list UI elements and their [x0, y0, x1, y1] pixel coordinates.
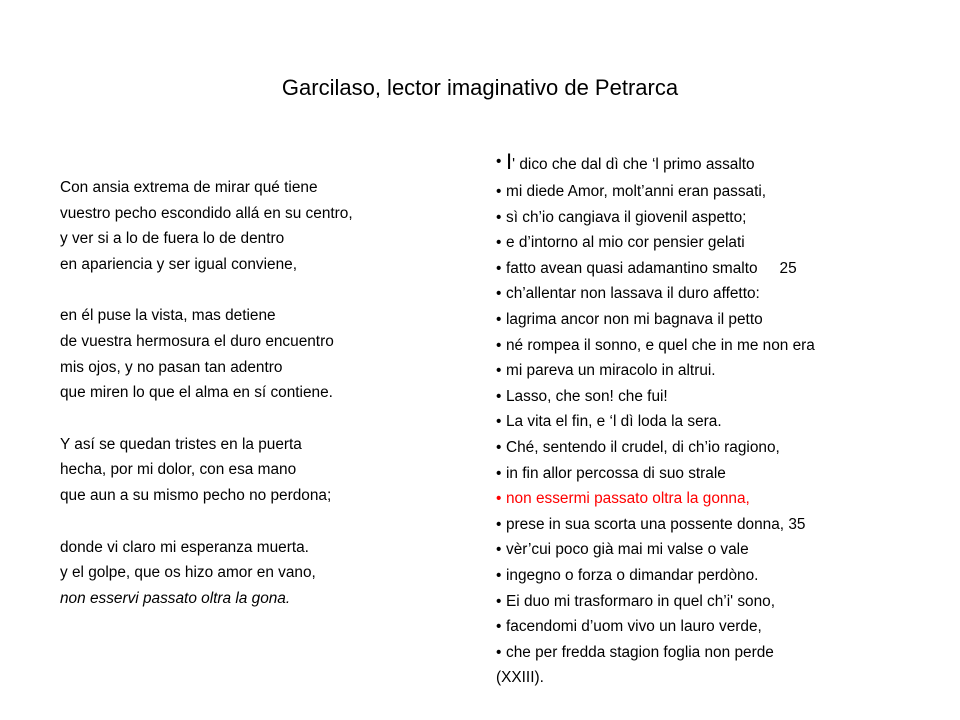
- poem-line: hecha, por mi dolor, con esa mano: [60, 461, 297, 479]
- line-text: Ché, sentendo il crudel, di ch’io ragiono,: [506, 438, 780, 456]
- poem-line: Y así se quedan tristes en la puerta: [60, 435, 302, 453]
- line-number: 25: [779, 259, 797, 277]
- bullet-icon: •: [496, 362, 502, 380]
- line-text: vèr’cui poco già mai mi valse o vale: [506, 541, 749, 559]
- petrarca-canzone: [496, 148, 936, 691]
- bullet-icon: •: [496, 490, 502, 508]
- poem-line: vuestro pecho escondido allá en su centro,: [60, 204, 353, 222]
- line-text: che per fredda stagion foglia non perde: [506, 643, 774, 661]
- line-text: Lasso, che son! che fui!: [506, 387, 668, 405]
- bullet-icon: •: [496, 618, 502, 636]
- italic-quote-line: non esservi passato oltra la gona.: [60, 589, 291, 607]
- line-text: fatto avean quasi adamantino smalto: [506, 259, 758, 277]
- bullet-line: [496, 333, 936, 359]
- stanza-1: [60, 175, 460, 277]
- line-text: in fin allor percossa di suo strale: [506, 464, 726, 482]
- bullet-icon: •: [496, 438, 502, 456]
- line-text: mi pareva un miracolo in altrui.: [506, 362, 716, 380]
- bullet-line: [496, 205, 936, 231]
- poem-line: en apariencia y ser igual conviene,: [60, 255, 297, 273]
- line-text: ' dico che dal dì che ‘l primo assalto: [512, 156, 755, 173]
- bullet-icon: •: [496, 464, 502, 482]
- bullet-line: [496, 281, 936, 307]
- bullet-line: [496, 256, 936, 282]
- line-text: sì ch’io cangiava il giovenil aspetto;: [506, 208, 747, 226]
- bullet-line: [496, 148, 936, 179]
- bullet-line: [496, 409, 936, 435]
- line-text: ingegno o forza o dimandar perdòno.: [506, 566, 759, 584]
- bullet-line: [496, 179, 936, 205]
- bullet-line: [496, 640, 936, 666]
- line-text: prese in sua scorta una possente donna, 35: [506, 515, 806, 533]
- bullet-icon: •: [496, 183, 502, 200]
- bullet-icon: •: [496, 515, 502, 533]
- line-text: facendomi d’uom vivo un lauro verde,: [506, 618, 762, 636]
- bullet-icon: •: [496, 259, 502, 277]
- bullet-icon: •: [496, 566, 502, 584]
- initial-letter: I: [506, 149, 513, 174]
- poem-line: que aun a su mismo pecho no perdona;: [60, 486, 332, 504]
- poem-reference: (XXIII).: [496, 669, 544, 687]
- bullet-icon: •: [496, 643, 502, 661]
- bullet-icon: •: [496, 310, 502, 328]
- bullet-line: [496, 307, 936, 333]
- poem-line: Con ansia extrema de mirar qué tiene: [60, 179, 318, 196]
- line-text: né rompea il sonno, e quel che in me non era: [506, 336, 815, 354]
- bullet-icon: •: [496, 413, 502, 431]
- slide-title: Garcilaso, lector imaginativo de Petrarca: [281, 75, 679, 100]
- stanza-3: [60, 432, 460, 509]
- line-text: non essermi passato oltra la gonna,: [506, 490, 750, 508]
- poem-line: que miren lo que el alma en sí contiene.: [60, 384, 333, 402]
- bullet-line: [496, 435, 936, 461]
- bullet-icon: •: [496, 285, 502, 303]
- bullet-icon: •: [496, 234, 502, 252]
- line-text: mi diede Amor, molt’anni eran passati,: [506, 183, 767, 200]
- bullet-icon: •: [496, 387, 502, 405]
- bullet-line: [496, 589, 936, 615]
- line-text: La vita el fin, e ‘l dì loda la sera.: [506, 413, 722, 431]
- bullet-line: [496, 512, 936, 538]
- poem-line: y ver si a lo de fuera lo de dentro: [60, 230, 285, 248]
- poem-line: y el golpe, que os hizo amor en vano,: [60, 564, 316, 582]
- bullet-list: [496, 179, 936, 665]
- bullet-line: [496, 461, 936, 487]
- bullet-icon: •: [496, 592, 502, 610]
- bullet-icon: •: [496, 336, 502, 354]
- bullet-line: [496, 537, 936, 563]
- stanza-4: [60, 535, 460, 612]
- bullet-icon: •: [496, 541, 502, 559]
- line-text: ch’allentar non lassava il duro affetto:: [506, 285, 760, 303]
- bullet-icon: •: [496, 153, 502, 170]
- bullet-icon: •: [496, 208, 502, 226]
- bullet-line: [496, 358, 936, 384]
- line-text: e d’intorno al mio cor pensier gelati: [506, 234, 745, 252]
- poem-line: donde vi claro mi esperanza muerta.: [60, 538, 309, 556]
- bullet-line: [496, 486, 936, 512]
- poem-line: de vuestra hermosura el duro encuentro: [60, 332, 334, 350]
- line-text: lagrima ancor non mi bagnava il petto: [506, 310, 763, 328]
- poem-line: mis ojos, y no pasan tan adentro: [60, 358, 283, 376]
- bullet-line: [496, 563, 936, 589]
- bullet-line: [496, 384, 936, 410]
- garcilaso-sonnet: [60, 175, 460, 611]
- bullet-line: [496, 614, 936, 640]
- poem-line: en él puse la vista, mas detiene: [60, 307, 276, 325]
- stanza-2: [60, 303, 460, 405]
- bullet-line: [496, 230, 936, 256]
- line-text: Ei duo mi trasformaro in quel ch’i' sono,: [506, 592, 775, 610]
